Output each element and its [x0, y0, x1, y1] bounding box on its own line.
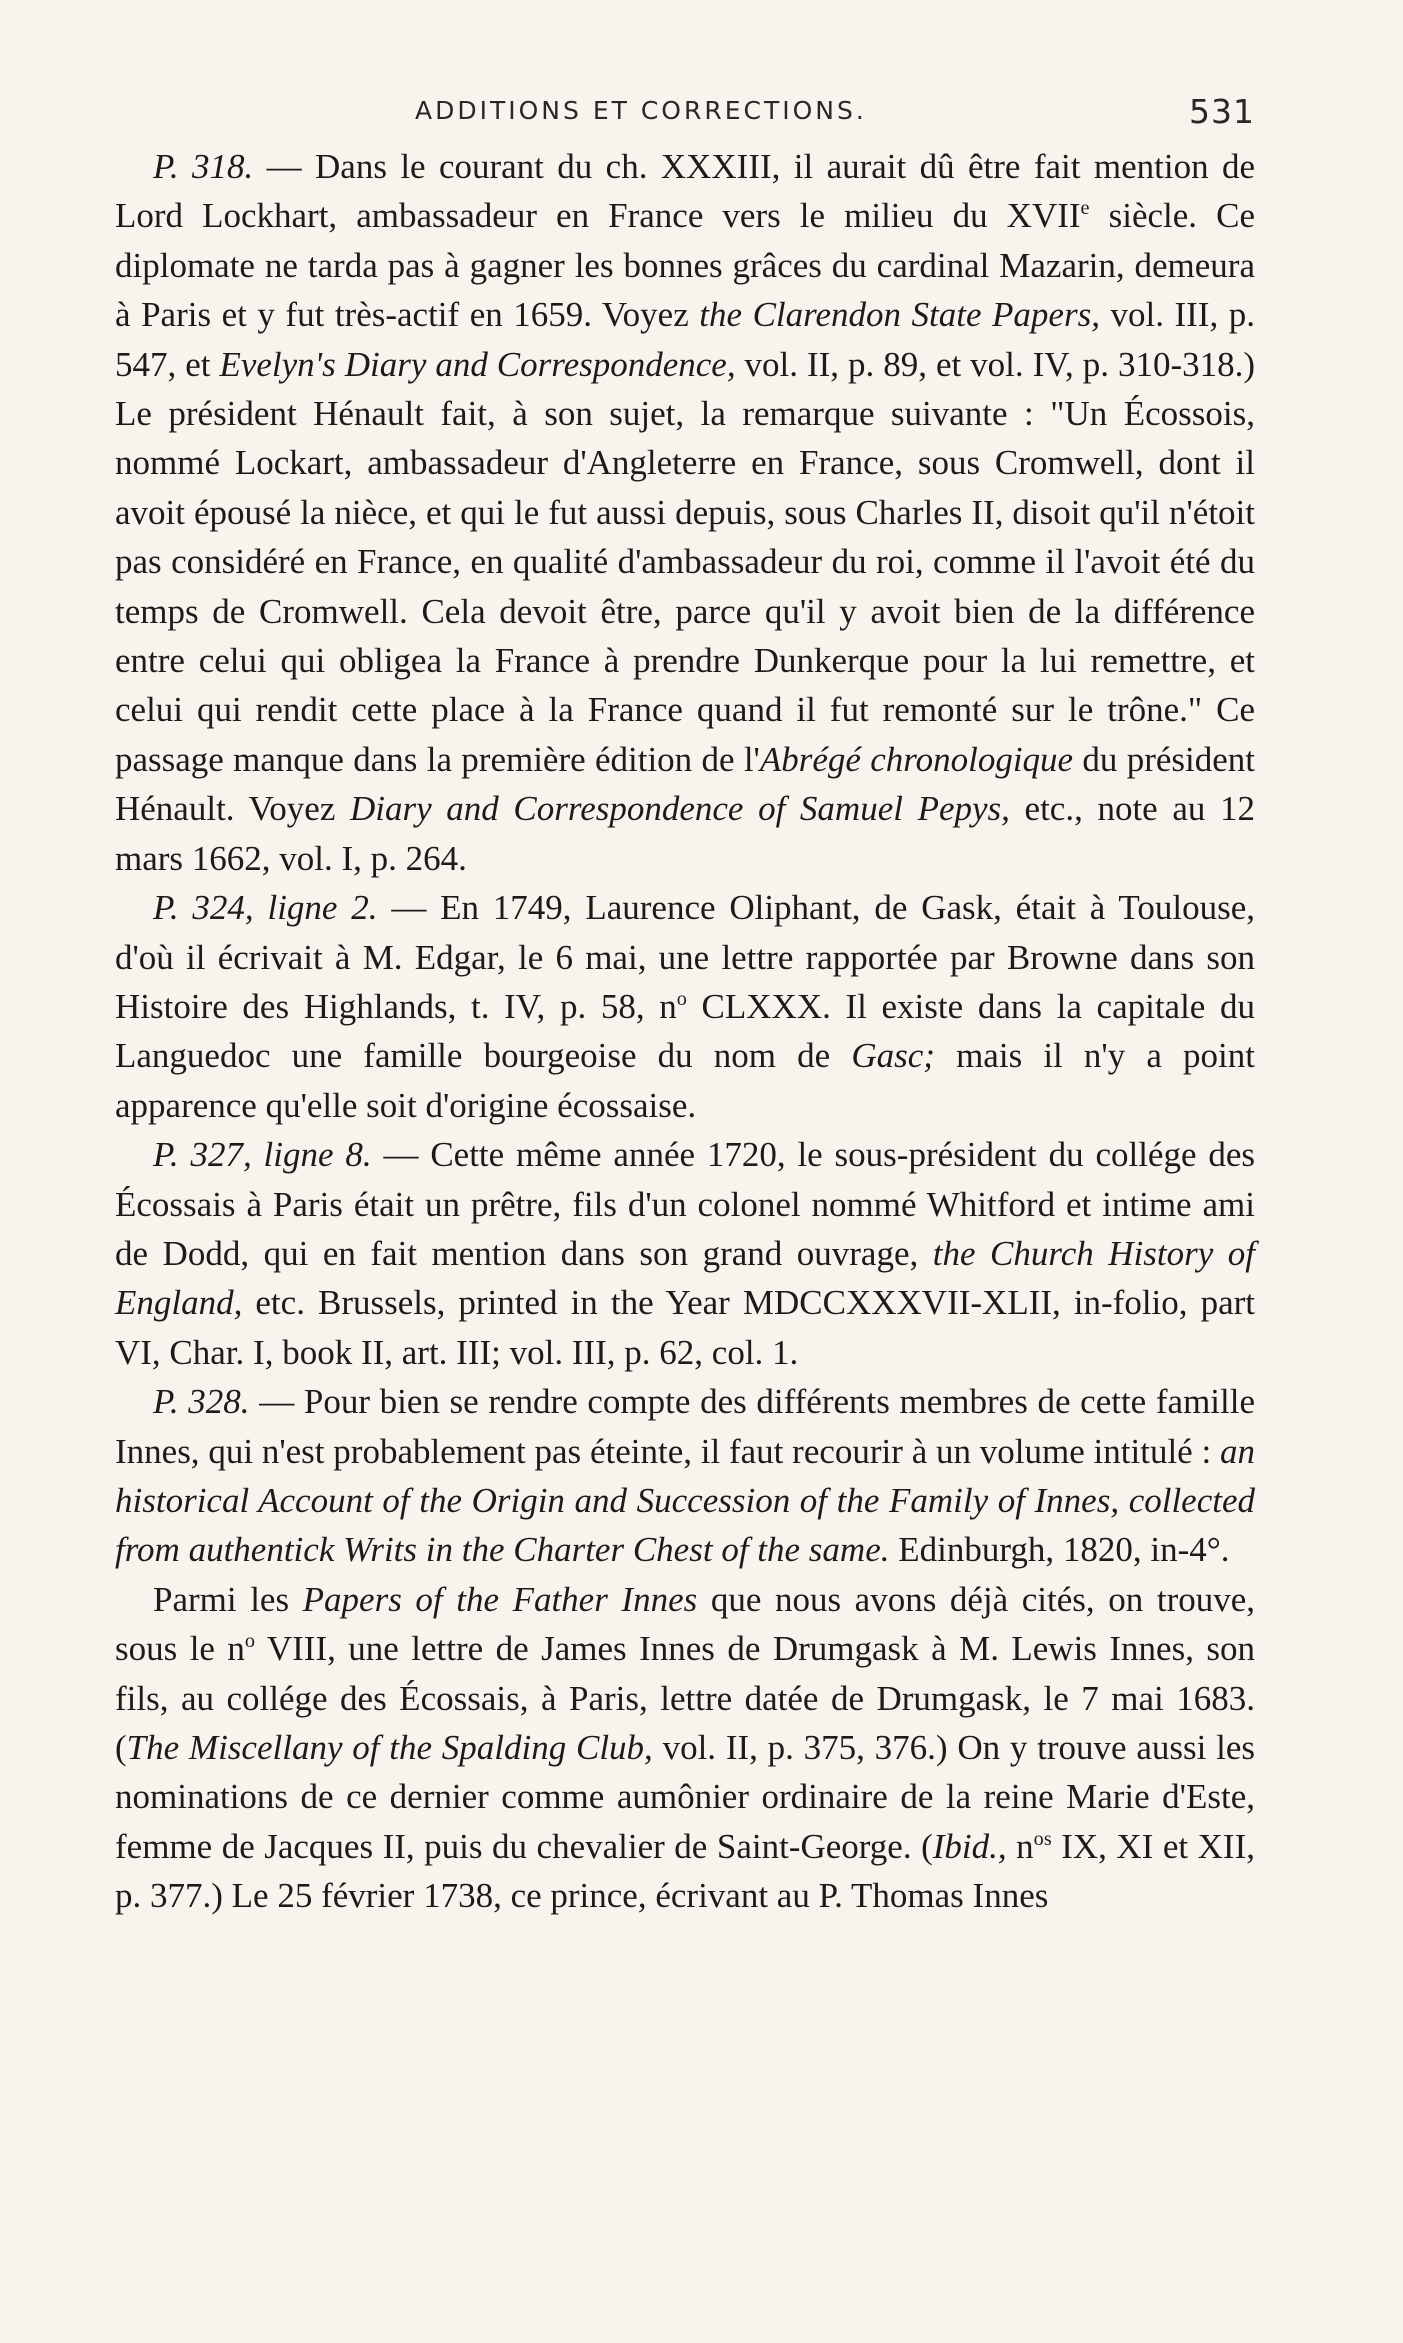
- entry-text: Edinburgh, 1820, in-4°.: [889, 1530, 1230, 1570]
- entry-reference: P. 328.: [153, 1382, 250, 1422]
- superscript: os: [1033, 1827, 1052, 1850]
- entry-text: vol. III, p. 547, et: [115, 295, 1255, 384]
- entry-text: vol. II, p. 375, 376.) On y trouve aussi les nominations de ce dernier comme aumônier ordinaire de la reine Marie d'Este, femme de Jacques II, puis du chevalier de Saint-George. (: [115, 1728, 1255, 1866]
- entry-reference: P. 318.: [153, 147, 254, 186]
- entry-text: — Dans le courant du ch. XXXIII, il aurait dû être fait mention de Lord Lockhart, ambassadeur en France vers le milieu du XVII: [115, 147, 1255, 236]
- entry-text: — En 1749, Laurence Oliphant, de Gask, était à Toulouse, d'où il écrivait à M. Edgar, le 6 mai, une lettre rapportée par Browne dans son Histoire des Highlands, t. IV, p. 58, n: [115, 888, 1255, 1026]
- citation-abbreviation: Ibid.,: [932, 1826, 1007, 1866]
- entry-text: n: [1006, 1826, 1034, 1866]
- book-title: Abrégé chronologique: [759, 739, 1074, 779]
- book-title: the Clarendon State Papers,: [699, 295, 1100, 335]
- entry-p324: [115, 883, 1255, 1130]
- entry-text: — Cette même année 1720, le sous-président du collége des Écossais à Paris était un prêtre, fils d'un colonel nommé Whitford et intime ami de Dodd, qui en fait mention dans son grand ouvrage,: [115, 1135, 1255, 1273]
- entry-text: Parmi les: [153, 1579, 303, 1619]
- book-title: Evelyn's Diary and Correspondence,: [219, 344, 736, 384]
- superscript: o: [244, 1630, 256, 1652]
- book-title: an historical Account of the Origin and Succession of the Family of Innes, collected from authentick Writs in the Charter Chest of the same.: [115, 1431, 1255, 1570]
- book-title: Diary and Correspondence of Samuel Pepys,: [350, 789, 1010, 829]
- entry-text: CLXXX. Il existe dans la capitale du Languedoc une famille bourgeoise du nom de: [115, 986, 1255, 1076]
- superscript: e: [1080, 197, 1090, 220]
- entry-p318: [115, 142, 1255, 883]
- page-number: 531: [1189, 92, 1255, 131]
- body-text: [115, 142, 1255, 1921]
- entry-text: mais il n'y a point apparence qu'elle soit d'origine écossaise.: [115, 1036, 1255, 1125]
- entry-text: IX, XI et XII, p. 377.) Le 25 février 1738, ce prince, écrivant au P. Thomas Innes: [115, 1826, 1255, 1916]
- book-title: The Miscellany of the Spalding Club,: [126, 1728, 653, 1767]
- entry-text: vol. II, p. 89, et vol. IV, p. 310-318.) Le président Hénault fait, à son sujet, la remarque suivante : "Un Écossois, nommé Lockart, ambassadeur d'Angleterre en France, sous Cromwell, dont il avoit épousé la nièce, et qui le fut aussi depuis, sous Charles II, disoit qu'il n'étoit pas considéré en France, en qualité d'ambassadeur du roi, comme il l'avoit été du temps de Cromwell. Cela devoit être, parce qu'il y avoit bien de la différence entre celui qui obligea la France à prendre Dunkerque pour la lui remettre, et celui qui rendit cette place à la France quand il fut remonté sur le trône." Ce passage manque dans la première édition de l': [115, 344, 1255, 779]
- superscript: o: [676, 987, 687, 1010]
- paragraph-innes-papers: [115, 1575, 1255, 1921]
- running-title: ADDITIONS ET CORRECTIONS.: [415, 96, 867, 125]
- entry-text: du président Hénault. Voyez: [115, 739, 1255, 829]
- book-title: Papers of the Father Innes: [302, 1579, 698, 1619]
- entry-text: siècle. Ce diplomate ne tarda pas à gagner les bonnes grâces du cardinal Mazarin, demeura à Paris et y fut très-actif en 1659. Voyez: [115, 196, 1255, 335]
- entry-p328: [115, 1377, 1255, 1575]
- book-page: [115, 86, 1255, 1921]
- place-name: Gasc;: [851, 1036, 935, 1076]
- entry-text: VIII, une lettre de James Innes de Drumgask à M. Lewis Innes, son fils, au collége des Écossais, à Paris, lettre datée de Drumgask, le 7 mai 1683. (: [115, 1629, 1256, 1767]
- entry-reference: P. 327, ligne 8.: [153, 1135, 372, 1175]
- running-head: [115, 86, 1255, 142]
- entry-text: que nous avons déjà cités, on trouve, sous le n: [115, 1579, 1256, 1669]
- entry-text: etc., note au 12 mars 1662, vol. I, p. 264.: [115, 789, 1255, 878]
- book-title: the Church History of England,: [115, 1233, 1255, 1323]
- entry-p327: [115, 1130, 1255, 1377]
- entry-text: — Pour bien se rendre compte des différents membres de cette famille Innes, qui n'est probablement pas éteinte, il faut recourir à un volume intitulé :: [115, 1382, 1255, 1471]
- entry-text: etc. Brussels, printed in the Year MDCCXXXVII-XLII, in-folio, part VI, Char. I, book II, art. III; vol. III, p. 62, col. 1.: [115, 1283, 1255, 1372]
- entry-reference: P. 324, ligne 2.: [153, 888, 378, 928]
